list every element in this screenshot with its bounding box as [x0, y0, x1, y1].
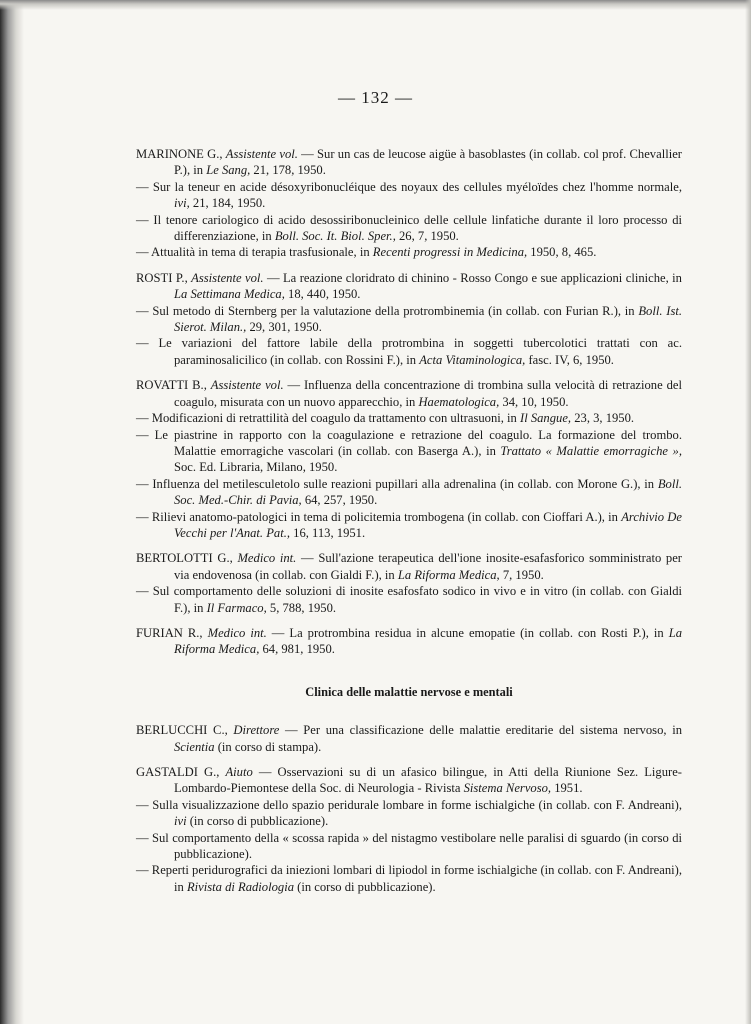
- entry-sub: [136, 244, 682, 260]
- section-title: Clinica delle malattie nervose e mentali: [305, 684, 513, 699]
- journal-title: La Riforma Medica,: [397, 567, 500, 582]
- entry-text: 5, 788, 1950.: [266, 600, 337, 615]
- entry-text: — Reperti peridurografici da iniezioni lombari di lipiodol in forme ischialgiche (in collab. con F. Andreani), in: [136, 863, 682, 894]
- entry-text: (in corso di pubblicazione).: [294, 879, 436, 894]
- author-block: [136, 764, 682, 895]
- journal-title: Rivista di Radiologia: [186, 879, 294, 894]
- scan-edge-right: [745, 0, 751, 1024]
- journal-title: Boll. Soc. Med.-Chir. di Pavia,: [174, 476, 682, 508]
- author-name: GASTALDI G.,: [136, 765, 226, 779]
- bibliography-content: [136, 146, 682, 904]
- entry-text: 34, 10, 1950.: [499, 394, 569, 409]
- entry-head: [136, 722, 682, 755]
- entry-text: 23, 3, 1950.: [571, 411, 635, 426]
- entry-head: [136, 377, 682, 410]
- entry-text: — Sur la teneur en acide désoxyribonucléique des noyaux des cellules myéloïdes chez l'homme normale,: [136, 179, 682, 194]
- author-name: BERLUCCHI C.,: [136, 723, 234, 738]
- journal-title: Recenti progressi in Medicina,: [372, 245, 528, 260]
- entry-head: [136, 550, 682, 583]
- author-block: [136, 146, 682, 261]
- entry-sub: [136, 862, 682, 895]
- entry-head: [136, 625, 682, 658]
- entry-text: — Le variazioni del fattore labile della protrombina in soggetti tubercolotici trattati con ac. paraminosalicilico (in collab. con Rossini F.), in: [136, 336, 682, 367]
- entry-text: 21, 184, 1950.: [189, 196, 266, 211]
- entry-head: [136, 764, 682, 797]
- author-name: FURIAN R.,: [136, 625, 208, 640]
- author-role: Assistente vol.: [191, 270, 264, 285]
- journal-title: Boll. Ist. Sierot. Milan.,: [174, 303, 682, 335]
- author-block: [136, 270, 682, 368]
- page-number: — 132 —: [338, 88, 413, 107]
- entry-text: — La reazione cloridrato di chinino - Rosso Congo e sue applicazioni cliniche, in: [263, 270, 682, 285]
- author-role: Assistente vol.: [225, 147, 298, 161]
- entry-text: — Rilievi anatomo-patologici in tema di policitemia trombogena (in collab. con Cioffari A.), in: [136, 509, 622, 524]
- author-block: [136, 550, 682, 616]
- entry-sub: [136, 303, 682, 336]
- entry-text: — Sul metodo di Sternberg per la valutazione della protrombinemia (in collab. con Furian R.), in: [136, 303, 639, 318]
- journal-title: Trattato « Malattie emorragiche »,: [500, 443, 682, 458]
- entry-sub: [136, 830, 682, 863]
- entry-sub: [136, 476, 682, 509]
- entry-text: — Sulla visualizzazione dello spazio peridurale lombare in forme ischialgiche (in collab. con F. Andreani),: [136, 797, 682, 812]
- journal-title: ivi,: [174, 196, 190, 211]
- entry-text: (in corso di pubblicazione).: [186, 814, 329, 829]
- entry-head: [136, 270, 682, 303]
- author-role: Medico int.: [207, 625, 267, 640]
- entry-text: — Sull'azione terapeutica dell'ione inosite-esafasforico somministrato per via endovenosa (in collab. con Gialdi F.), in: [174, 551, 683, 582]
- bibliography-group-2: [136, 722, 682, 895]
- entry-text: 21, 178, 1950.: [250, 163, 326, 178]
- journal-title: Haematologica,: [418, 394, 500, 409]
- entry-text: — Le piastrine in rapporto con la coagulazione e retrazione del coagulo. La formazione del trombo. Malattie emorragiche vascolari (in collab. con Baserga A.), in: [136, 427, 682, 458]
- author-block: [136, 625, 682, 658]
- author-name: BERTOLOTTI G.,: [136, 551, 238, 566]
- entry-text: 1950, 8, 465.: [527, 245, 597, 260]
- entry-text: fasc. IV, 6, 1950.: [525, 352, 614, 367]
- entry-text: 26, 7, 1950.: [395, 229, 459, 244]
- author-block: [136, 722, 682, 755]
- journal-title: La Riforma Medica,: [174, 625, 682, 657]
- journal-title: La Settimana Medica,: [174, 287, 285, 302]
- scan-edge-left: [0, 0, 24, 1024]
- entry-text: Soc. Ed. Libraria, Milano, 1950.: [174, 460, 338, 475]
- entry-sub: [136, 410, 682, 426]
- entry-sub: [136, 212, 682, 245]
- journal-title: Il Sangue,: [520, 411, 572, 426]
- entry-text: — Per una classificazione delle malattie ereditarie del sistema nervoso, in: [279, 723, 682, 738]
- entry-text: — Osservazioni su di un afasico bilingue, in Atti della Riunione Sez. Ligure-Lombardo-Piemontese della Soc. di Neurologia - Rivista: [174, 765, 682, 796]
- entry-text: — Influenza del metilesculetolo sulle reazioni pupillari alla adrenalina (in collab. con Morone G.), in: [136, 476, 658, 491]
- entry-sub: [136, 179, 682, 212]
- author-role: Assistente vol.: [210, 378, 284, 393]
- journal-title: Scientia: [174, 739, 215, 754]
- scan-edge-top: [0, 0, 751, 10]
- bibliography-group-1: [136, 146, 682, 658]
- entry-text: — Influenza della concentrazione di trombina sulla velocità di retrazione del coagulo, misurata con un nuovo apparecchio, in: [174, 378, 682, 409]
- entry-text: 64, 981, 1950.: [259, 642, 335, 657]
- author-role: Direttore: [233, 723, 280, 738]
- entry-text: — Sul comportamento della « scossa rapida » del nistagmo vestibolare nelle paralisi di sguardo (in corso di pubblicazione).: [136, 830, 682, 862]
- author-name: ROVATTI B.,: [136, 378, 211, 393]
- journal-title: Il Farmaco,: [206, 600, 267, 615]
- entry-sub: [136, 583, 682, 616]
- journal-title: Sistema Nervoso,: [463, 781, 552, 796]
- entry-text: 18, 440, 1950.: [284, 287, 361, 302]
- entry-head: [136, 146, 682, 179]
- author-name: ROSTI P.,: [136, 270, 192, 285]
- entry-sub: [136, 335, 682, 368]
- entry-text: — Il tenore cariologico di acido desossiribonucleinico delle cellule linfatiche durante il loro processo di differenziazione, in: [136, 212, 682, 244]
- author-role: Medico int.: [237, 551, 297, 566]
- entry-text: 7, 1950.: [499, 567, 544, 582]
- journal-title: Acta Vitaminologica,: [419, 352, 526, 367]
- journal-title: Archivio De Vecchi per l'Anat. Pat.,: [174, 509, 682, 540]
- author-block: [136, 377, 682, 541]
- journal-title: Boll. Soc. It. Biol. Sper.,: [274, 229, 396, 244]
- journal-title: ivi: [174, 814, 187, 829]
- entry-text: 64, 257, 1950.: [301, 493, 378, 508]
- entry-text: — Modificazioni di retrattilità del coagulo da trattamento con ultrasuoni, in: [136, 411, 520, 426]
- entry-text: (in corso di stampa).: [214, 739, 322, 754]
- journal-title: Le Sang,: [206, 163, 251, 178]
- entry-sub: [136, 509, 682, 542]
- entry-sub: [136, 797, 682, 830]
- entry-text: — Sul comportamento delle soluzioni di inosite esafosfato sodico in vivo e in vitro (in collab. con Gialdi F.), in: [136, 584, 682, 615]
- entry-text: 29, 301, 1950.: [246, 320, 322, 335]
- entry-text: — Sur un cas de leucose aigüe à basoblastes (in collab. col prof. Chevallier P.), in: [174, 147, 682, 178]
- entry-text: 1951.: [551, 781, 583, 796]
- author-role: Aiuto: [225, 765, 253, 779]
- entry-text: — La protrombina residua in alcune emopatie (in collab. con Rosti P.), in: [266, 625, 669, 640]
- entry-text: — Attualità in tema di terapia trasfusionale, in: [136, 245, 373, 260]
- entry-text: 16, 113, 1951.: [290, 525, 366, 540]
- author-name: MARINONE G.,: [136, 147, 226, 161]
- entry-sub: [136, 427, 682, 476]
